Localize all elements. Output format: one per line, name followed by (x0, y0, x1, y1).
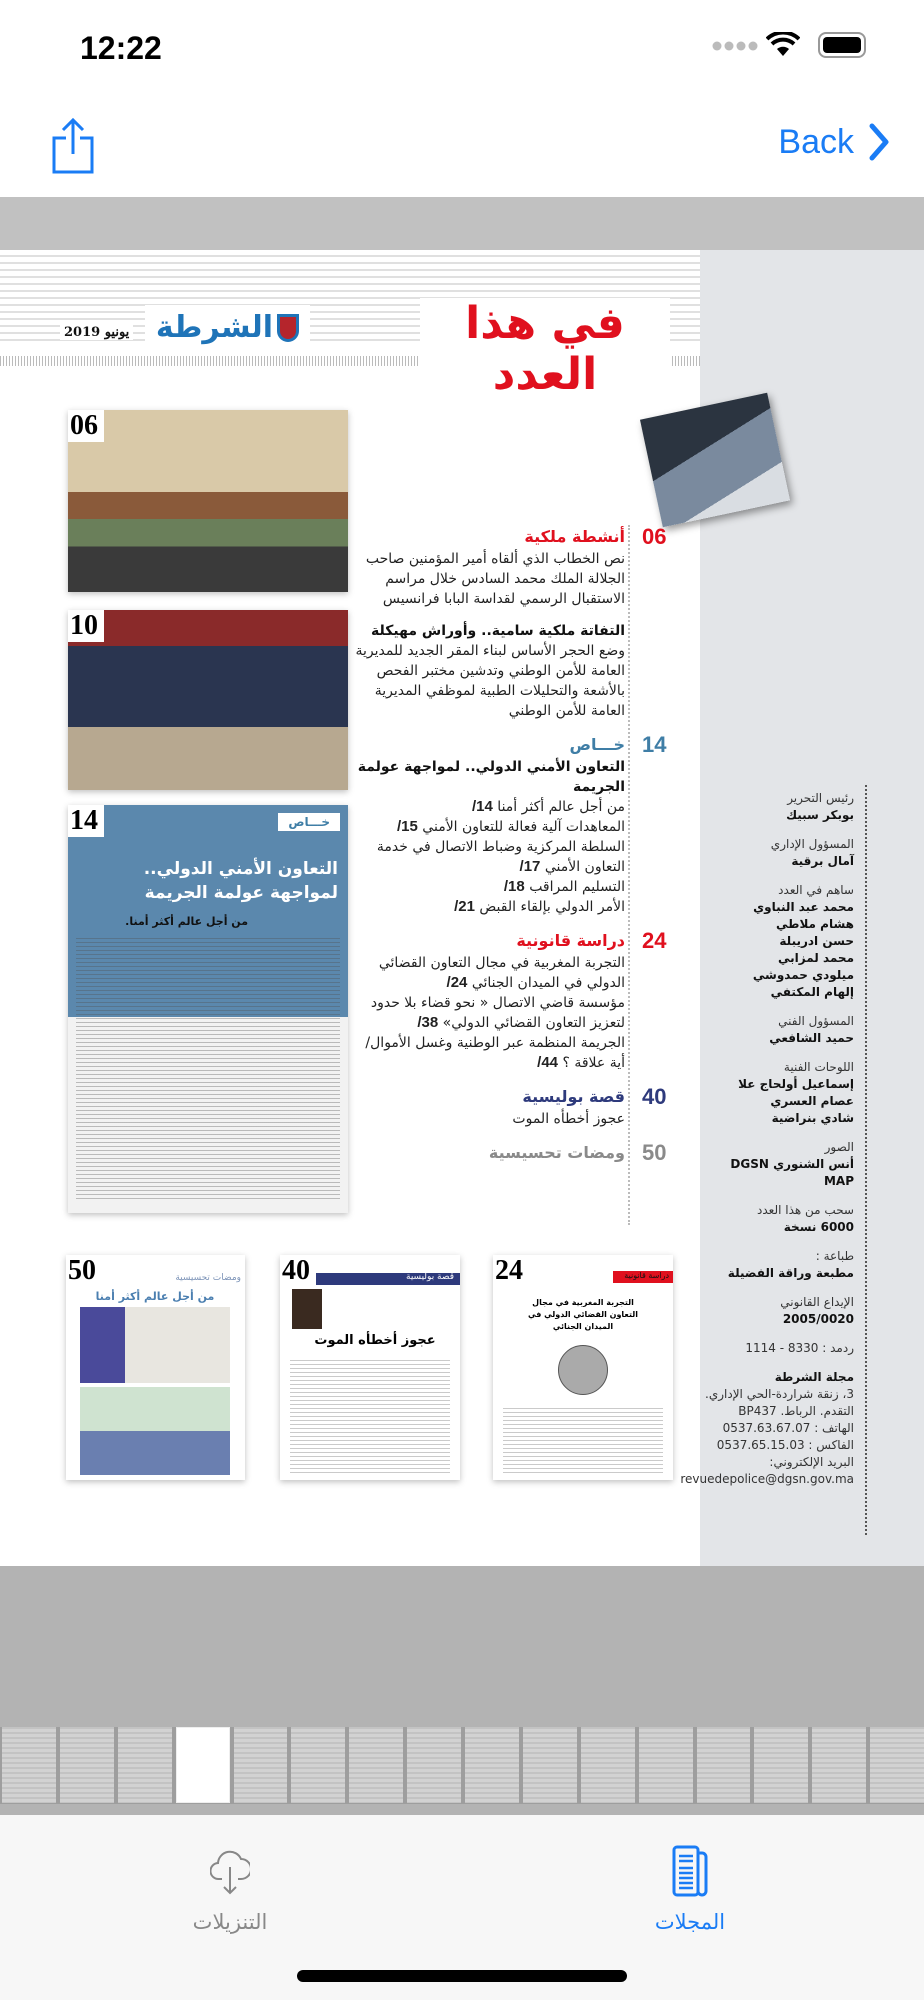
page-thumb[interactable] (2, 1727, 56, 1803)
toc-item-page: 17/ (519, 858, 541, 875)
toc-item[interactable] (355, 797, 625, 817)
toc-entry-special[interactable] (355, 733, 700, 917)
toc-text: وضع الحجر الأساس لبناء المقر الجديد للمديرية العامة للأمن الوطني وتدشين مختبر الفحص بالأشعة والتحليلات الطبية لموظفي المديرية العامة للأمن الوطني (355, 643, 625, 719)
credit-label: سحب من هذا العدد (757, 1203, 854, 1217)
logo-text: الشرطة (155, 310, 274, 345)
credit-name: محمد عبد النباوي (753, 900, 854, 914)
toc-item-page: 44/ (537, 1054, 559, 1071)
thumbnail-number: 06 (68, 410, 104, 442)
toc-page-06[interactable]: 06 (642, 524, 667, 549)
back-button[interactable] (778, 122, 890, 162)
credit-group (654, 1340, 854, 1357)
credit-line: التقدم. الرباط. BP437 (738, 1404, 854, 1418)
credit-group (654, 1369, 854, 1488)
toc-item-text: الأمر الدولي بإلقاء القبض (479, 899, 625, 915)
credit-name: مجلة الشرطة (774, 1370, 854, 1384)
clock: 12:22 (80, 30, 162, 66)
page-thumb[interactable] (118, 1727, 172, 1803)
page-thumb[interactable] (465, 1727, 519, 1803)
credit-label: رئيس التحرير (787, 791, 854, 805)
thumbnail-page-40[interactable] (280, 1255, 460, 1480)
credit-name: MAP (823, 1174, 854, 1188)
thumbnail-number: 40 (280, 1255, 316, 1287)
page-thumb[interactable] (639, 1727, 693, 1803)
page-thumb[interactable] (697, 1727, 751, 1803)
toc-item-text: الجريمة المنظمة عبر الوطنية وغسل الأموال/ أية علاقة ؟ (365, 1035, 625, 1071)
toc-page-24[interactable]: 24 (642, 928, 667, 953)
toc-item-page: 18/ (503, 878, 525, 895)
credit-name: 2005/0020 (782, 1312, 854, 1326)
credits-list (654, 790, 854, 1500)
toc-page-14[interactable]: 14 (642, 732, 667, 757)
toc-item-text: من أجل عالم أكثر أمنا (497, 799, 625, 815)
toc-section: دراسة قانونية (516, 931, 625, 950)
credit-line: البريد الإلكتروني: (769, 1455, 854, 1469)
police-emblem-icon (277, 314, 299, 342)
thumbnail-tag: خـــاص (278, 813, 340, 831)
credit-name: محمد لمزابي (777, 951, 854, 965)
thumbnail-title: عجوز أخطأه الموت (314, 1333, 436, 1348)
credit-line: 3، زنقة شراردة-الحي الإداري. (705, 1387, 854, 1401)
toc-subtitle: التفاتة ملكية سامية.. وأوراش مهيكلة (371, 623, 625, 639)
toc-page-40[interactable]: 40 (642, 1084, 667, 1109)
thumbnail-body-text (503, 1405, 663, 1473)
credit-name: ميلودي حمدوشي (752, 968, 854, 982)
toc-section: خـــاص (569, 735, 625, 754)
page-thumb[interactable] (60, 1727, 114, 1803)
credit-name: أنس الشنوري DGSN (730, 1157, 854, 1171)
toc-item[interactable] (355, 953, 625, 993)
credit-label: الصور (824, 1140, 854, 1154)
page-thumb[interactable] (581, 1727, 635, 1803)
nav-bar (0, 100, 924, 197)
toc-item[interactable]: عجوز أخطأه الموت (512, 1111, 625, 1127)
thumbnail-title: من أجل عالم أكثر أمنا (95, 1290, 215, 1303)
page-thumbnail-strip[interactable] (0, 1727, 924, 1804)
credit-name: آمال برقية (791, 854, 854, 868)
newspaper-icon (672, 1845, 708, 1897)
toc-entry-legal[interactable] (355, 929, 700, 1073)
credit-group (654, 882, 854, 1001)
thumbnail-title: التجربة المغربية في مجال التعاون القضائي الدولي في الميدان الجنائي (528, 1298, 638, 1331)
thumbnail-page-06[interactable] (68, 410, 348, 592)
credit-name: إلهام المكتفي (770, 985, 854, 999)
toc-entry-royal[interactable] (355, 525, 700, 721)
magazine-logo (145, 305, 310, 350)
chevron-right-icon (868, 122, 890, 162)
thumbnail-number: 14 (68, 805, 104, 837)
toc-item-text: التجربة المغربية في مجال التعاون القضائي الدولي في الميدان الجنائي (378, 955, 625, 991)
table-of-contents (355, 525, 700, 1165)
battery-icon (818, 32, 866, 58)
thumbnail-illustration (80, 1307, 230, 1383)
credit-name: حسن ادريبلة (779, 934, 854, 948)
thumbnail-number: 50 (66, 1255, 102, 1287)
toc-item-text: المعاهدات آلية فعالة للتعاون الأمني (422, 819, 625, 835)
share-icon[interactable] (50, 116, 96, 176)
credit-name: 6000 نسخة (783, 1220, 854, 1234)
thumbnail-number: 10 (68, 610, 104, 642)
credit-group (654, 790, 854, 824)
toc-item-page: 21/ (454, 898, 475, 915)
issue-date: يونيو 2019 (60, 325, 133, 340)
page-thumb[interactable] (349, 1727, 403, 1803)
credit-line: الفاكس : 0537.65.15.03 (716, 1438, 854, 1452)
page-thumb[interactable] (234, 1727, 288, 1803)
toc-item[interactable] (355, 877, 625, 897)
toc-item-page: 24/ (446, 974, 468, 991)
page-thumb[interactable] (523, 1727, 577, 1803)
credit-name: بوبكر سبيك (786, 808, 854, 822)
credit-line: الهاتف : 0537.63.67.07 (722, 1421, 854, 1435)
thumbnail-page-50[interactable] (66, 1255, 245, 1480)
page-thumb[interactable] (870, 1727, 924, 1803)
credit-group (654, 1013, 854, 1047)
page-thumb[interactable] (754, 1727, 808, 1803)
page-thumb[interactable] (291, 1727, 345, 1803)
tab-downloads[interactable] (150, 1845, 310, 1934)
toc-section: قصة بوليسية (522, 1087, 625, 1106)
cloud-download-icon (210, 1845, 250, 1897)
credit-name: حميد الشافعي (769, 1031, 854, 1045)
tab-label: التنزيلات (192, 1910, 268, 1934)
credit-name: مطبعة وراقة الفضيلة (727, 1266, 854, 1280)
page-thumb[interactable] (812, 1727, 866, 1803)
thumbnail-illustration (80, 1387, 230, 1475)
thumbnail-page-10[interactable] (68, 610, 348, 790)
toc-item-page: 14/ (471, 798, 493, 815)
toc-subtitle: التعاون الأمني الدولي.. لمواجهة عولمة الجريمة (357, 759, 625, 795)
toc-page-50[interactable]: 50 (642, 1140, 667, 1165)
toc-item-text: مؤسسة قاضي الاتصال « نحو قضاء بلا حدود لتعزيز التعاون القضائي الدولي» (370, 995, 625, 1031)
toc-item[interactable] (355, 897, 625, 917)
credit-group (654, 1248, 854, 1282)
toc-section: ومضات تحسيسية (488, 1143, 625, 1162)
home-indicator[interactable] (297, 1970, 627, 1982)
credit-group (654, 836, 854, 870)
page-thumb[interactable] (407, 1727, 461, 1803)
toc-section: أنشطة ملكية (524, 527, 625, 546)
thumbnail-tag: ومضات تحسيسية (175, 1273, 241, 1283)
toc-item[interactable] (355, 993, 625, 1033)
toc-item[interactable] (355, 817, 625, 837)
credit-label: الإيداع القانوني (780, 1295, 854, 1309)
toc-item[interactable] (355, 1033, 625, 1073)
tab-magazines[interactable] (610, 1845, 770, 1934)
thumbnail-number: 24 (493, 1255, 529, 1287)
toc-item[interactable] (355, 837, 625, 877)
credit-label: اللوحات الفنية (783, 1060, 854, 1074)
credit-label: المسؤول الإداري (770, 837, 854, 851)
wifi-icon (766, 32, 800, 58)
thumbnail-portrait (558, 1345, 608, 1395)
credit-label: طباعة : (815, 1249, 854, 1263)
back-label: Back (778, 122, 854, 161)
credit-group (654, 1294, 854, 1328)
credit-group (654, 1202, 854, 1236)
toc-item-page: 38/ (417, 1014, 439, 1031)
thumbnail-portrait (292, 1289, 322, 1329)
credit-name: عصام العسري (770, 1094, 854, 1108)
credit-group (654, 1059, 854, 1127)
credit-label: ساهم في العدد (778, 883, 854, 897)
credit-group (654, 1139, 854, 1190)
tab-label: المجلات (654, 1910, 726, 1934)
viewer-top-margin (0, 197, 924, 250)
credit-name: شادي بنراضية (771, 1111, 854, 1125)
status-bar (0, 0, 924, 100)
thumbnail-page-14[interactable] (68, 805, 348, 1213)
toc-item-text: التسليم المراقب (529, 879, 625, 895)
credit-label: ردمد : 8330 - 1114 (745, 1341, 854, 1355)
thumbnail-title: التعاون الأمني الدولي.. لمواجهة عولمة الجريمة (143, 859, 338, 903)
credit-name: هشام ملاطي (776, 917, 854, 931)
thumbnail-subtitle: من أجل عالم أكثر أمنا. (125, 915, 248, 928)
credit-name: إسماعيل أولحاج علا (738, 1077, 854, 1091)
credits-divider (865, 785, 867, 1535)
page-title: في هذا العدد (420, 298, 670, 400)
thumbnail-page-24[interactable] (493, 1255, 673, 1480)
credit-label: المسؤول الفني (778, 1014, 854, 1028)
toc-entry-awareness[interactable] (355, 1141, 700, 1165)
toc-entry-story[interactable] (355, 1085, 700, 1129)
credit-line: revuedepolice@dgsn.gov.ma (680, 1472, 854, 1486)
toc-item-page: 15/ (396, 818, 418, 835)
cellular-signal-icon (712, 40, 758, 52)
thumbnail-tag: دراسة قانونية (624, 1271, 669, 1280)
thumbnail-tag: قصة بوليسية (406, 1272, 454, 1282)
page-thumb-active[interactable] (176, 1727, 230, 1803)
toc-item-text: السلطة المركزية وضباط الاتصال في خدمة التعاون الأمني (376, 839, 625, 875)
thumbnail-body-text (290, 1357, 450, 1473)
thumbnail-body-text (76, 935, 340, 1200)
toc-text: نص الخطاب الذي ألقاه أمير المؤمنين صاحب الجلالة الملك محمد السادس خلال مراسم الاستقبال الرسمي لقداسة البابا فرانسيس (365, 551, 625, 607)
